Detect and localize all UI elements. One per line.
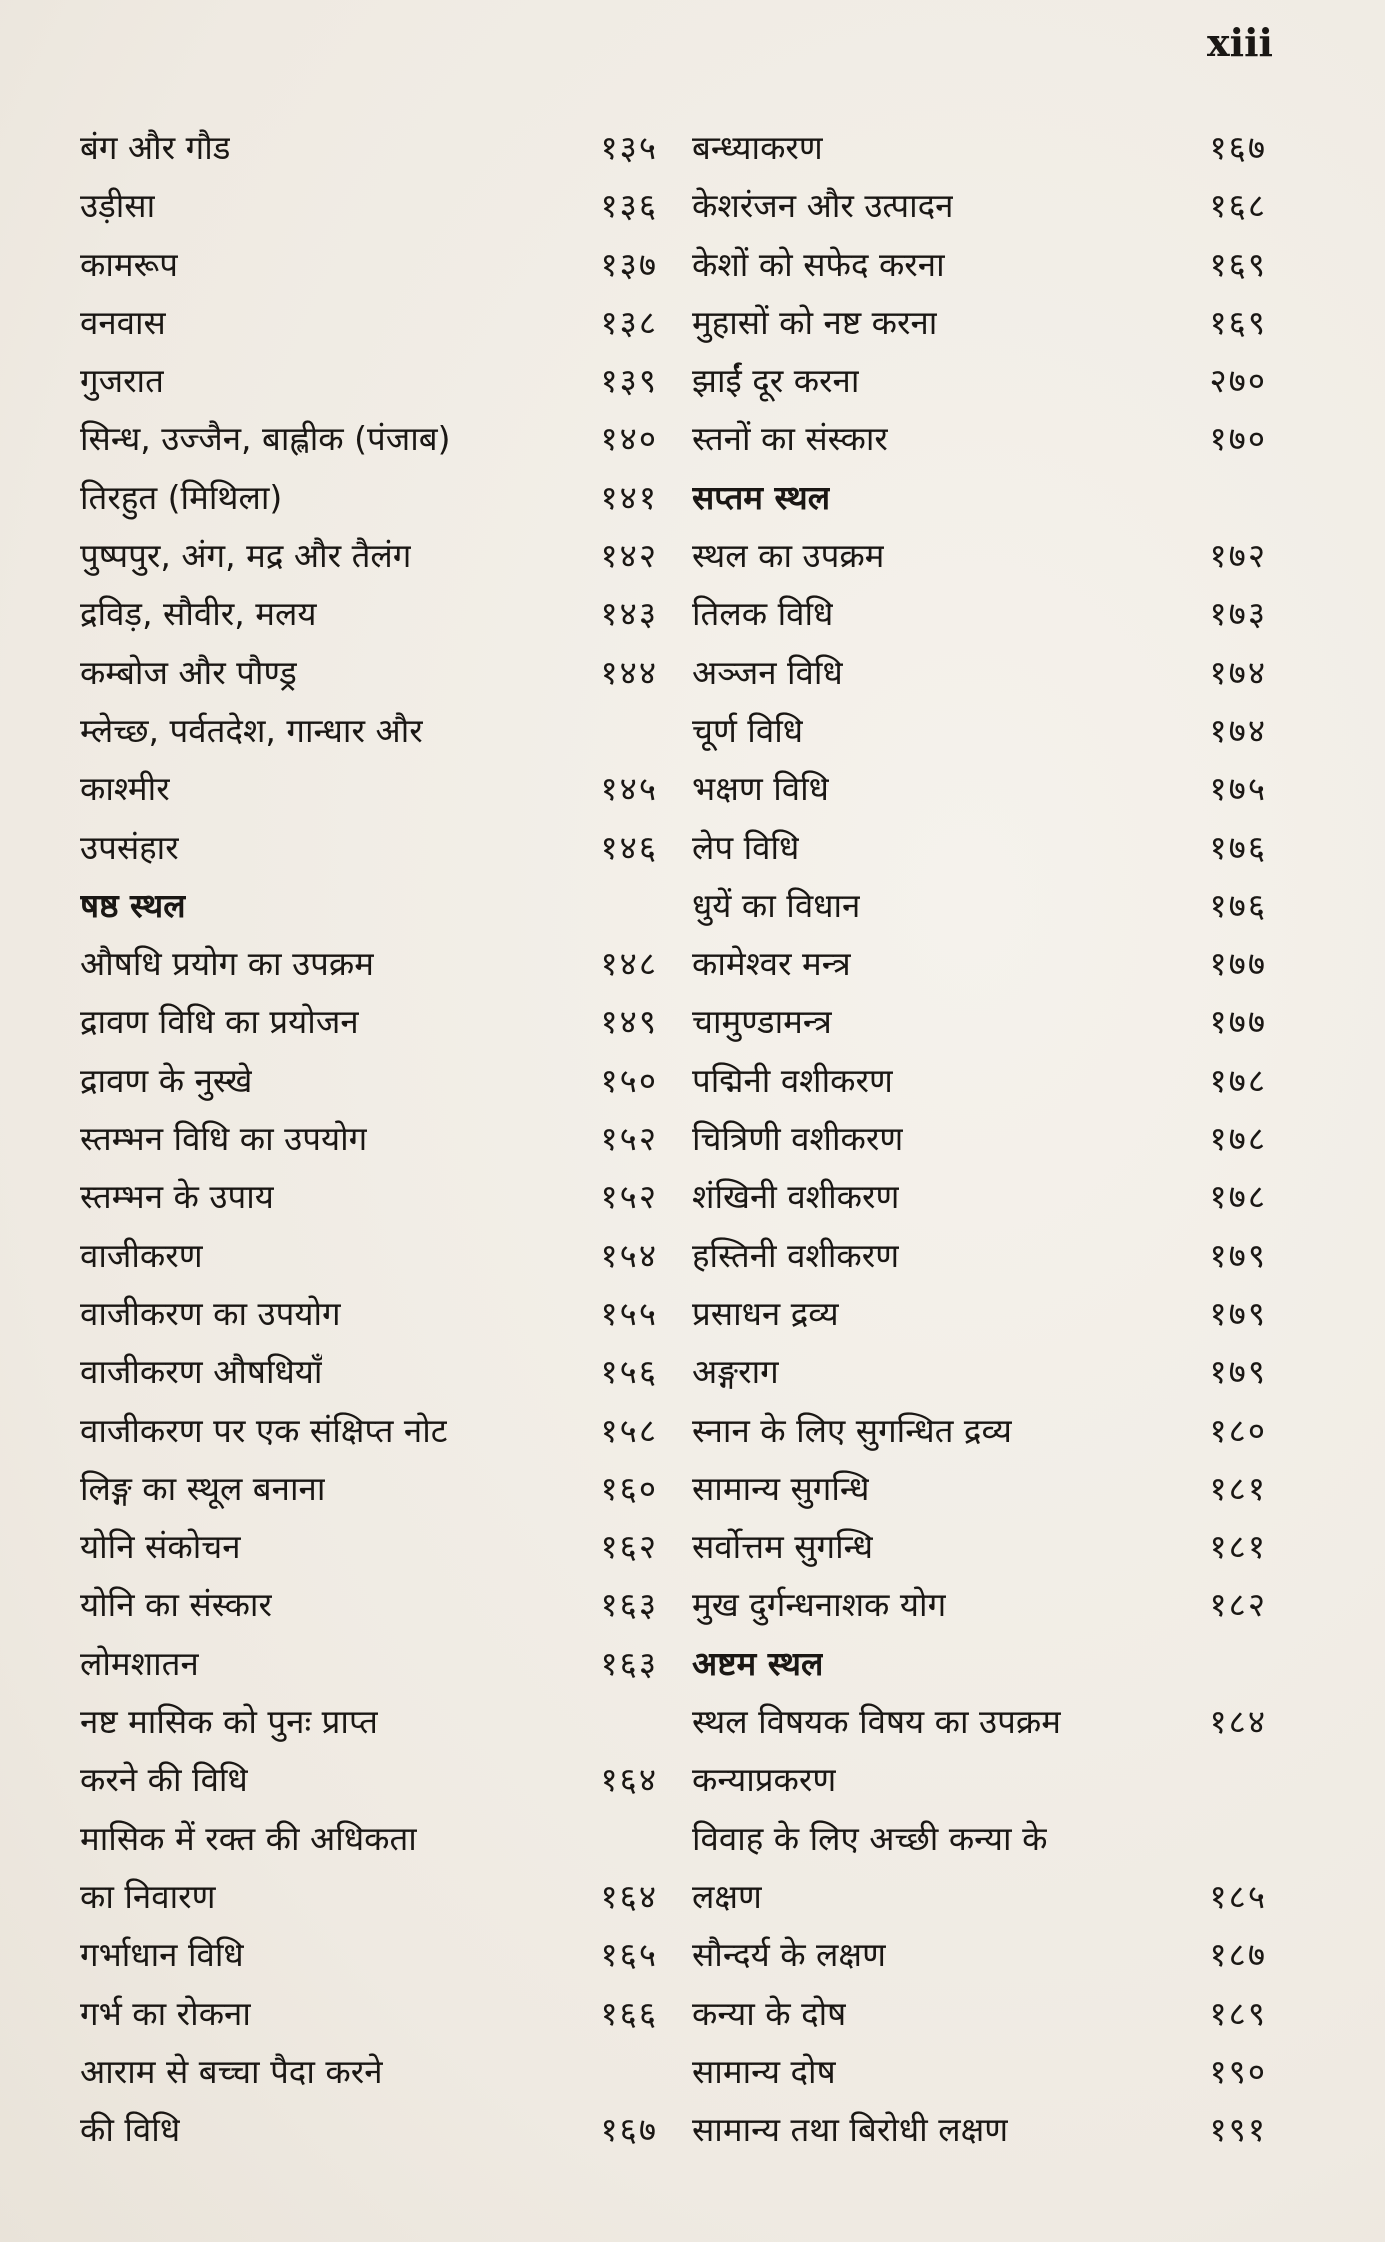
toc-entry-page-number: १४२ bbox=[600, 536, 658, 576]
toc-entry bbox=[692, 585, 1267, 643]
toc-entry bbox=[692, 1985, 1267, 2043]
toc-entry-title: मासिक में रक्त की अधिकता bbox=[80, 1818, 417, 1858]
toc-entry-page-number: १४० bbox=[600, 419, 658, 459]
toc-entry-page-number: २७० bbox=[1209, 361, 1267, 401]
toc-entry-title: स्तम्भन के उपाय bbox=[80, 1177, 274, 1217]
toc-entry bbox=[692, 1402, 1267, 1460]
toc-entry-title: पुष्पपुर, अंग, मद्र और तैलंग bbox=[80, 536, 412, 576]
toc-entry bbox=[80, 236, 658, 294]
toc-entry-title: म्लेच्छ, पर्वतदेश, गान्धार और bbox=[80, 710, 423, 750]
toc-entry bbox=[80, 702, 658, 760]
toc-entry-title: मुहासों को नष्ट करना bbox=[692, 302, 938, 342]
toc-entry bbox=[692, 352, 1267, 410]
toc-entry-title: सौन्दर्य के लक्षण bbox=[692, 1935, 886, 1975]
toc-entry bbox=[80, 1693, 658, 1751]
toc-entry-title: का निवारण bbox=[80, 1876, 216, 1916]
toc-entry-title: केशरंजन और उत्पादन bbox=[692, 186, 954, 226]
toc-entry-title: सामान्य दोष bbox=[692, 2051, 836, 2091]
toc-entry-title: सिन्ध, उज्जैन, बाह्लीक (पंजाब) bbox=[80, 419, 451, 459]
toc-entry bbox=[80, 993, 658, 1051]
toc-entry-page-number: १९१ bbox=[1209, 2110, 1267, 2150]
toc-entry-page-number: १७९ bbox=[1209, 1352, 1267, 1392]
toc-entry-page-number: १७६ bbox=[1209, 885, 1267, 925]
toc-entry-title: भक्षण विधि bbox=[692, 769, 829, 809]
toc-entry bbox=[692, 1285, 1267, 1343]
page-number: xiii bbox=[1207, 20, 1273, 65]
toc-entry bbox=[692, 119, 1267, 177]
toc-entry bbox=[80, 527, 658, 585]
toc-entry-title: अङ्गराग bbox=[692, 1352, 779, 1392]
toc-entry bbox=[692, 993, 1267, 1051]
toc-entry-page-number: १७३ bbox=[1209, 594, 1267, 634]
toc-entry bbox=[80, 819, 658, 877]
toc-entry-title: करने की विधि bbox=[80, 1760, 248, 1800]
toc-entry bbox=[80, 1402, 658, 1460]
toc-entry-page-number: १८२ bbox=[1209, 1585, 1267, 1625]
toc-entry-title: सामान्य सुगन्धि bbox=[692, 1468, 870, 1508]
toc-entry bbox=[80, 469, 658, 527]
toc-entry bbox=[692, 935, 1267, 993]
toc-entry-page-number: १५२ bbox=[600, 1119, 658, 1159]
toc-entry bbox=[692, 1168, 1267, 1226]
toc-entry-title: वाजीकरण bbox=[80, 1235, 203, 1275]
toc-entry bbox=[692, 2043, 1267, 2101]
toc-entry-title: लोमशातन bbox=[80, 1643, 199, 1683]
toc-entry-page-number: १५४ bbox=[600, 1235, 658, 1275]
toc-entry bbox=[692, 1926, 1267, 1984]
toc-entry bbox=[692, 1810, 1267, 1868]
toc-entry-title: कामेश्वर मन्त्र bbox=[692, 944, 851, 984]
toc-entry-page-number: १४३ bbox=[600, 594, 658, 634]
toc-entry bbox=[692, 1693, 1267, 1751]
toc-entry-page-number: १३९ bbox=[600, 361, 658, 401]
toc-entry-page-number: १६९ bbox=[1209, 302, 1267, 342]
toc-entry-title: अञ्जन विधि bbox=[692, 652, 843, 692]
toc-entry-title: मुख दुर्गन्धनाशक योग bbox=[692, 1585, 947, 1625]
toc-entry bbox=[80, 1810, 658, 1868]
toc-entry-title: कम्बोज और पौण्ड्र bbox=[80, 652, 297, 692]
toc-entry bbox=[692, 1110, 1267, 1168]
section-heading bbox=[692, 1635, 1267, 1693]
toc-entry-title: की विधि bbox=[80, 2110, 181, 2150]
toc-entry-page-number: १३६ bbox=[600, 186, 658, 226]
toc-entry-page-number: १७४ bbox=[1209, 652, 1267, 692]
toc-entry-page-number: १५५ bbox=[600, 1293, 658, 1333]
toc-entry-title: प्रसाधन द्रव्य bbox=[692, 1293, 839, 1333]
toc-entry-page-number: १६५ bbox=[600, 1935, 658, 1975]
toc-entry-title: द्रावण के नुस्खे bbox=[80, 1060, 253, 1100]
toc-entry bbox=[692, 702, 1267, 760]
toc-entry-page-number: १६७ bbox=[1209, 128, 1267, 167]
toc-entry bbox=[692, 1343, 1267, 1401]
toc-entry-title: उपसंहार bbox=[80, 827, 179, 867]
toc-entry-page-number: १६४ bbox=[600, 1876, 658, 1916]
toc-entry-title: गर्भ का रोकना bbox=[80, 1993, 251, 2033]
toc-entry-title: नष्ट मासिक को पुनः प्राप्त bbox=[80, 1702, 378, 1742]
toc-entry-title: स्तनों का संस्कार bbox=[692, 419, 888, 459]
toc-entry bbox=[692, 1751, 1267, 1809]
toc-entry-page-number: १४८ bbox=[600, 944, 658, 984]
toc-entry-title: स्थल का उपक्रम bbox=[692, 536, 885, 576]
toc-entry-title: धुयें का विधान bbox=[692, 885, 861, 925]
toc-entry bbox=[80, 119, 658, 177]
toc-entry bbox=[692, 1576, 1267, 1634]
toc-entry-page-number: १३७ bbox=[600, 244, 658, 284]
toc-entry-page-number: १५६ bbox=[600, 1352, 658, 1392]
toc-entry-title: वाजीकरण औषधियाँ bbox=[80, 1352, 323, 1392]
toc-entry-page-number: १७४ bbox=[1209, 710, 1267, 750]
toc-entry-title: उड़ीसा bbox=[80, 186, 156, 226]
toc-entry bbox=[80, 1343, 658, 1401]
toc-entry-title: गर्भाधान विधि bbox=[80, 1935, 244, 1975]
toc-entry bbox=[80, 935, 658, 993]
toc-left-column bbox=[80, 119, 658, 2159]
toc-entry bbox=[80, 1168, 658, 1226]
toc-entry-title: योनि संकोचन bbox=[80, 1527, 241, 1567]
toc-entry-page-number: १६७ bbox=[600, 2110, 658, 2150]
toc-entry bbox=[80, 410, 658, 468]
toc-entry bbox=[80, 1460, 658, 1518]
toc-entry-page-number: १४६ bbox=[600, 827, 658, 867]
toc-entry-title: विवाह के लिए अच्छी कन्या के bbox=[692, 1818, 1048, 1858]
toc-entry-title: वाजीकरण का उपयोग bbox=[80, 1293, 341, 1333]
toc-entry-title: बंग और गौड bbox=[80, 128, 231, 167]
toc-entry-title: स्थल विषयक विषय का उपक्रम bbox=[692, 1702, 1061, 1742]
toc-entry-page-number: १७० bbox=[1209, 419, 1267, 459]
toc-entry-page-number: १५२ bbox=[600, 1177, 658, 1217]
toc-entry-title: केशों को सफेद करना bbox=[692, 244, 945, 284]
toc-entry bbox=[692, 236, 1267, 294]
toc-entry bbox=[80, 1227, 658, 1285]
toc-entry-title: चामुण्डामन्त्र bbox=[692, 1002, 832, 1042]
toc-entry bbox=[80, 1985, 658, 2043]
toc-entry-page-number: १७८ bbox=[1209, 1177, 1267, 1217]
toc-entry bbox=[80, 1285, 658, 1343]
section-heading bbox=[692, 469, 1267, 527]
toc-entry bbox=[692, 644, 1267, 702]
toc-entry-title: तिरहुत (मिथिला) bbox=[80, 477, 283, 517]
toc-entry-page-number: १५० bbox=[600, 1060, 658, 1100]
toc-entry bbox=[80, 1110, 658, 1168]
toc-entry-page-number: १८१ bbox=[1209, 1527, 1267, 1567]
toc-entry bbox=[80, 760, 658, 818]
toc-entry-page-number: १७९ bbox=[1209, 1293, 1267, 1333]
toc-entry-page-number: १४४ bbox=[600, 652, 658, 692]
toc-entry-page-number: १९० bbox=[1209, 2051, 1267, 2091]
toc-entry-title: हस्तिनी वशीकरण bbox=[692, 1235, 900, 1275]
toc-entry-page-number: १४५ bbox=[600, 769, 658, 809]
toc-entry-title: पद्मिनी वशीकरण bbox=[692, 1060, 893, 1100]
toc-entry bbox=[80, 2101, 658, 2159]
toc-entry-title: तिलक विधि bbox=[692, 594, 834, 634]
toc-entry bbox=[692, 2101, 1267, 2159]
toc-entry bbox=[80, 644, 658, 702]
toc-entry-page-number: १५८ bbox=[600, 1410, 658, 1450]
toc-entry-page-number: १३८ bbox=[600, 302, 658, 342]
toc-entry bbox=[692, 177, 1267, 235]
toc-entry-page-number: १७८ bbox=[1209, 1119, 1267, 1159]
toc-entry bbox=[80, 1518, 658, 1576]
toc-entry-title: सर्वोत्तम सुगन्धि bbox=[692, 1527, 874, 1567]
toc-entry-title: कन्याप्रकरण bbox=[692, 1760, 837, 1800]
toc-entry-title: वनवास bbox=[80, 302, 166, 342]
section-heading bbox=[80, 877, 658, 935]
toc-entry-title: आराम से बच्चा पैदा करने bbox=[80, 2051, 383, 2091]
toc-entry-title: झाईं दूर करना bbox=[692, 361, 860, 401]
toc-entry bbox=[692, 527, 1267, 585]
toc-entry bbox=[692, 1460, 1267, 1518]
toc-entry-page-number: १६२ bbox=[600, 1527, 658, 1567]
toc-entry-page-number: १७८ bbox=[1209, 1060, 1267, 1100]
toc-entry bbox=[80, 294, 658, 352]
toc-entry bbox=[692, 760, 1267, 818]
toc-entry-page-number: १६८ bbox=[1209, 186, 1267, 226]
toc-entry-title: लिङ्ग का स्थूल बनाना bbox=[80, 1468, 326, 1508]
toc-entry-page-number: १८७ bbox=[1209, 1935, 1267, 1975]
toc-entry-title: स्नान के लिए सुगन्धित द्रव्य bbox=[692, 1410, 1012, 1450]
toc-entry-page-number: १६९ bbox=[1209, 244, 1267, 284]
toc-entry-page-number: १७७ bbox=[1209, 944, 1267, 984]
toc-entry bbox=[80, 585, 658, 643]
toc-entry bbox=[692, 294, 1267, 352]
toc-entry bbox=[692, 1518, 1267, 1576]
toc-entry-page-number: १४९ bbox=[600, 1002, 658, 1042]
toc-entry-page-number: १७५ bbox=[1209, 769, 1267, 809]
toc-entry-page-number: १६४ bbox=[600, 1760, 658, 1800]
toc-entry-title: बन्ध्याकरण bbox=[692, 128, 823, 167]
toc-entry-title: लेप विधि bbox=[692, 827, 800, 867]
toc-entry-title: कन्या के दोष bbox=[692, 1993, 847, 2033]
toc-entry bbox=[80, 1926, 658, 1984]
toc-entry-page-number: १७७ bbox=[1209, 1002, 1267, 1042]
toc-entry bbox=[80, 1868, 658, 1926]
toc-entry-title: औषधि प्रयोग का उपक्रम bbox=[80, 944, 374, 984]
toc-entry bbox=[692, 819, 1267, 877]
toc-entry bbox=[80, 177, 658, 235]
toc-entry bbox=[80, 1751, 658, 1809]
toc-entry-page-number: १३५ bbox=[600, 128, 658, 167]
toc-entry-page-number: १६३ bbox=[600, 1585, 658, 1625]
toc-entry bbox=[692, 1227, 1267, 1285]
toc-entry-title: द्रावण विधि का प्रयोजन bbox=[80, 1002, 359, 1042]
toc-entry bbox=[80, 1052, 658, 1110]
toc-entry-title: स्तम्भन विधि का उपयोग bbox=[80, 1119, 368, 1159]
toc-entry-page-number: १४१ bbox=[600, 477, 658, 517]
toc-entry-title: चित्रिणी वशीकरण bbox=[692, 1119, 904, 1159]
toc-entry-page-number: १८० bbox=[1209, 1410, 1267, 1450]
toc-entry-title: सप्तम स्थल bbox=[692, 477, 831, 517]
toc-entry bbox=[80, 1635, 658, 1693]
toc-entry-page-number: १८९ bbox=[1209, 1993, 1267, 2033]
toc-entry-page-number: १६० bbox=[600, 1468, 658, 1508]
toc-entry-page-number: १६३ bbox=[600, 1643, 658, 1683]
toc-entry-title: काश्मीर bbox=[80, 769, 170, 809]
toc-entry-page-number: १६६ bbox=[600, 1993, 658, 2033]
toc-entry-title: गुजरात bbox=[80, 361, 164, 401]
toc-right-column bbox=[692, 119, 1267, 2159]
toc-entry bbox=[80, 2043, 658, 2101]
toc-entry-title: योनि का संस्कार bbox=[80, 1585, 272, 1625]
toc-entry bbox=[80, 352, 658, 410]
toc-entry-title: कामरूप bbox=[80, 244, 179, 284]
toc-entry bbox=[692, 1052, 1267, 1110]
toc-entry-title: चूर्ण विधि bbox=[692, 710, 804, 750]
toc-entry-page-number: १७६ bbox=[1209, 827, 1267, 867]
toc-entry-page-number: १८५ bbox=[1209, 1876, 1267, 1916]
toc-entry bbox=[80, 1576, 658, 1634]
toc-entry-title: सामान्य तथा बिरोधी लक्षण bbox=[692, 2110, 1009, 2150]
toc-entry bbox=[692, 410, 1267, 468]
toc-entry-page-number: १८१ bbox=[1209, 1468, 1267, 1508]
toc-entry-page-number: १७२ bbox=[1209, 536, 1267, 576]
toc-entry-page-number: १८४ bbox=[1209, 1702, 1267, 1742]
toc-entry-title: अष्टम स्थल bbox=[692, 1643, 824, 1683]
toc-entry-title: वाजीकरण पर एक संक्षिप्त नोट bbox=[80, 1410, 448, 1450]
toc-entry-page-number: १७९ bbox=[1209, 1235, 1267, 1275]
toc-entry-title: शंखिनी वशीकरण bbox=[692, 1177, 900, 1217]
toc-entry-title: लक्षण bbox=[692, 1876, 762, 1916]
toc-entry bbox=[692, 877, 1267, 935]
toc-entry-title: षष्ठ स्थल bbox=[80, 885, 186, 925]
toc-entry-title: द्रविड़, सौवीर, मलय bbox=[80, 594, 317, 634]
toc-entry bbox=[692, 1868, 1267, 1926]
